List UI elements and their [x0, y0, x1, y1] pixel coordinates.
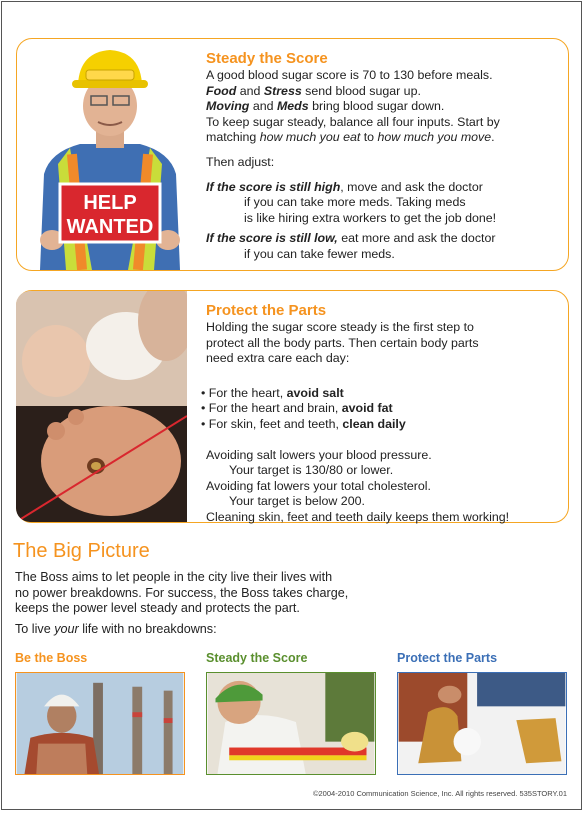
low-label: If the score is still low,	[206, 231, 338, 246]
steady-text	[206, 50, 562, 263]
text: is like hiring extra workers to get the job done!	[244, 210, 497, 225]
big-picture-title: The Big Picture	[13, 540, 150, 562]
steady-photo	[206, 672, 376, 775]
text: The Boss aims to let people in the city live their lives with	[15, 570, 333, 584]
high-label: If the score is still high	[206, 179, 341, 194]
boss-photo	[15, 672, 185, 775]
big-picture-text	[15, 570, 555, 637]
text: keeps the power level steady and protects the part.	[15, 601, 300, 616]
caption-protect-the-parts: Protect the Parts	[397, 651, 498, 665]
text: protect all the body parts. Then certain body parts	[206, 335, 479, 350]
steady-title: Steady the Score	[206, 50, 328, 67]
protect-title: Protect the Parts	[206, 302, 327, 319]
worker-illustration	[30, 44, 190, 270]
text: and	[236, 83, 264, 98]
text: bring blood sugar down.	[308, 99, 445, 114]
protect-text	[201, 302, 562, 526]
text: Cleaning skin, feet and teeth daily keeps them working!	[206, 509, 510, 524]
bullet-bold: avoid salt	[286, 385, 344, 400]
sign-text-2: WANTED	[66, 216, 154, 238]
bullet-text: • For skin, feet and teeth,	[201, 416, 343, 431]
text: Avoiding salt lowers your blood pressure.	[206, 447, 432, 462]
steady-line: To keep sugar steady, balance all four inputs. Start by	[206, 114, 500, 129]
bullet-text: • For the heart and brain,	[201, 401, 342, 416]
text: Holding the sugar score steady is the first step to	[206, 320, 474, 334]
text: send blood sugar up.	[301, 83, 421, 98]
meds-label: Meds	[276, 99, 309, 114]
text: Avoiding fat lowers your total cholesterol.	[206, 478, 431, 493]
caption-be-the-boss: Be the Boss	[15, 651, 88, 665]
text: and	[249, 99, 277, 114]
text: matching	[206, 130, 260, 145]
text: eat more and ask the doctor	[337, 231, 496, 246]
text: , move and ask the doctor	[340, 179, 483, 194]
text: how much you eat	[259, 130, 361, 145]
feet-photos	[16, 291, 187, 522]
text: Your target is below 200.	[229, 494, 365, 509]
bullet-bold: avoid fat	[341, 401, 393, 416]
protect-photo	[397, 672, 567, 775]
text: need extra care each day:	[206, 351, 350, 366]
food-label: Food	[206, 83, 237, 98]
stress-label: Stress	[263, 83, 302, 98]
text: if you can take fewer meds.	[244, 246, 395, 261]
then-adjust: Then adjust:	[206, 154, 275, 169]
footer-copyright: ©2004-2010 Communication Science, Inc. All rights reserved. 535STORY.01	[312, 789, 567, 798]
text: life with no breakdowns:	[78, 621, 217, 636]
text: .	[491, 130, 495, 145]
text: To live	[15, 621, 55, 636]
text: to	[360, 130, 378, 145]
caption-steady-the-score: Steady the Score	[206, 651, 308, 665]
moving-label: Moving	[206, 99, 250, 114]
text: no power breakdowns. For success, the Boss takes charge,	[15, 585, 349, 600]
text: how much you move	[377, 130, 492, 145]
text: if you can take more meds. Taking meds	[244, 195, 466, 210]
sign-text-1: HELP	[83, 192, 137, 214]
text: your	[54, 621, 79, 636]
text: Your target is 130/80 or lower.	[229, 463, 394, 478]
steady-line: A good blood sugar score is 70 to 130 before meals.	[206, 68, 493, 82]
feet-image	[16, 291, 187, 522]
bullet-bold: clean daily	[342, 416, 406, 431]
bullet-text: • For the heart,	[201, 385, 287, 400]
